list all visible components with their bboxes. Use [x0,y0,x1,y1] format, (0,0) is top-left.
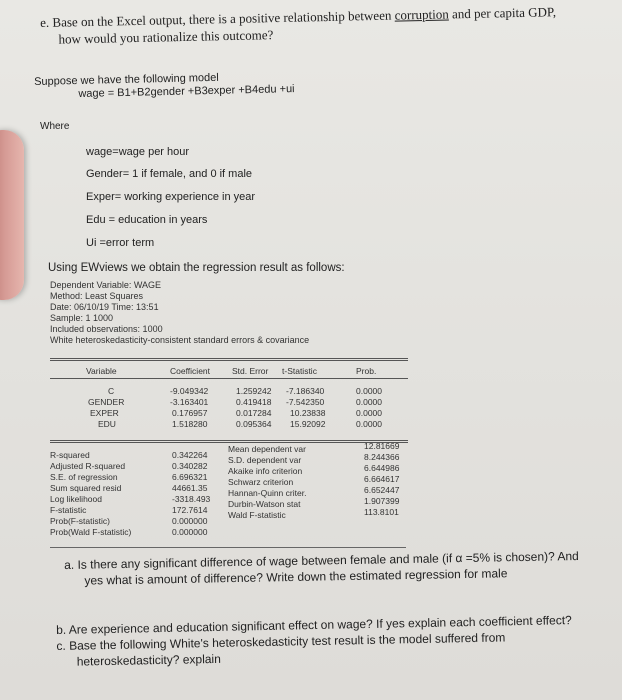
cell-t-statistic: 15.92092 [290,419,326,429]
cell-std-error: 0.095364 [236,419,272,429]
table-top-rule-2 [50,360,408,361]
cell-coefficient: -3.163401 [170,397,209,407]
finger-photo-artifact [0,130,24,300]
definition-exper: Exper= working experience in year [86,191,256,203]
stat-label: F-statistic [50,505,87,515]
cell-variable: EDU [98,419,116,429]
cell-prob: 0.0000 [356,386,382,396]
stat-label: Schwarz criterion [228,477,294,487]
table-header-rule [50,378,408,379]
output-white-note: White heteroskedasticity-consistent standard errors & covariance [50,335,310,345]
col-header-variable: Variable [86,366,117,376]
cell-variable: C [108,386,115,396]
question-b-text: Are experience and education significant effect on wage? If yes explain each coefficient effect? [68,613,572,637]
question-a-label: a. [64,557,75,572]
cell-prob: 0.0000 [356,408,382,418]
cell-variable: GENDER [88,397,125,407]
cell-std-error: 0.419418 [236,397,272,407]
question-e-underlined-word: corruption [394,6,449,23]
stat-value: 0.000000 [172,527,208,537]
cell-std-error: 1.259242 [236,386,272,396]
question-c-line2: heteroskedasticity? explain [76,651,221,669]
question-c-label: c. [56,638,66,653]
definition-error: Ui =error term [86,237,155,249]
stat-value: 12.81669 [364,441,400,451]
stat-value: 6.644986 [364,463,400,473]
stat-value: -3318.493 [172,494,211,504]
regression-intro: Using EWviews we obtain the regression result as follows: [48,262,345,274]
stat-value: 0.000000 [172,516,208,526]
stat-value: 0.342264 [172,450,208,460]
question-e-text-pre: Base on the Excel output, there is a positive relationship between [52,7,395,30]
output-method: Method: Least Squares [50,291,144,301]
stat-value: 44661.35 [172,483,208,493]
stat-label: S.E. of regression [50,472,118,482]
question-c-text: Base the following White's heteroskedasticity test result is the model suffered from [69,630,506,653]
stat-value: 6.652447 [364,485,400,495]
stat-label: Prob(Wald F-statistic) [50,527,132,537]
col-header-std-error: Std. Error [232,366,269,376]
cell-coefficient: 0.176957 [172,408,208,418]
question-a-text: Is there any significant difference of wage between female and male (if α =5% is chosen)? And [77,549,579,572]
stat-value: 1.907399 [364,496,400,506]
stat-label: Prob(F-statistic) [50,516,110,526]
col-header-t-statistic: t-Statistic [282,366,317,376]
stat-label: Log likelihood [50,494,102,504]
stat-value: 6.696321 [172,472,208,482]
stat-value: 8.244366 [364,452,400,462]
stat-label: S.D. dependent var [228,455,302,465]
col-header-coefficient: Coefficient [170,366,211,376]
stat-label: Sum squared resid [50,483,122,493]
col-header-prob: Prob. [356,366,377,376]
table-top-rule [50,358,408,359]
table-body-rule [50,440,408,441]
definition-wage: wage=wage per hour [86,146,190,158]
stat-label: Mean dependent var [228,444,306,454]
cell-t-statistic: -7.542350 [286,397,325,407]
output-sample: Sample: 1 1000 [50,313,114,323]
cell-coefficient: 1.518280 [172,419,208,429]
output-date: Date: 06/10/19 Time: 13:51 [50,302,159,312]
definition-edu: Edu = education in years [86,214,208,226]
cell-coefficient: -9.049342 [170,386,209,396]
stat-label: Akaike info criterion [228,466,303,476]
output-dependent-variable: Dependent Variable: WAGE [50,280,162,290]
cell-variable: EXPER [90,408,119,418]
questions-bc [56,612,573,670]
definition-gender: Gender= 1 if female, and 0 if male [86,168,253,180]
stat-value: 0.340282 [172,461,208,471]
stat-value: 172.7614 [172,505,208,515]
cell-prob: 0.0000 [356,397,382,407]
stat-label: R-squared [50,450,90,460]
stat-value: 113.8101 [364,507,399,517]
stat-label: Durbin-Watson stat [228,499,301,509]
cell-prob: 0.0000 [356,419,382,429]
output-observations: Included observations: 1000 [50,324,163,334]
table-bottom-rule [50,547,406,548]
question-b-label: b. [56,622,67,637]
stat-label: Hannan-Quinn criter. [228,488,307,498]
stat-label: Adjusted R-squared [50,461,126,471]
stat-label: Wald F-statistic [228,510,286,520]
question-e-text-post: and per capita GDP, [448,4,557,22]
model-intro: Suppose we have the following model [34,71,219,88]
table-body-rule-2 [50,442,408,443]
cell-std-error: 0.017284 [236,408,272,418]
question-a-line2: yes what is amount of difference? Write down the estimated regression for male [84,566,508,588]
where-label: Where [40,121,70,132]
question-e-line2: how would you rationalize this outcome? [58,27,274,47]
cell-t-statistic: -7.186340 [286,386,325,396]
stat-value: 6.664617 [364,474,400,484]
question-e-label: e. [40,14,50,30]
cell-t-statistic: 10.23838 [290,408,326,418]
model-equation: wage = B1+B2gender +B3exper +B4edu +ui [78,83,295,100]
